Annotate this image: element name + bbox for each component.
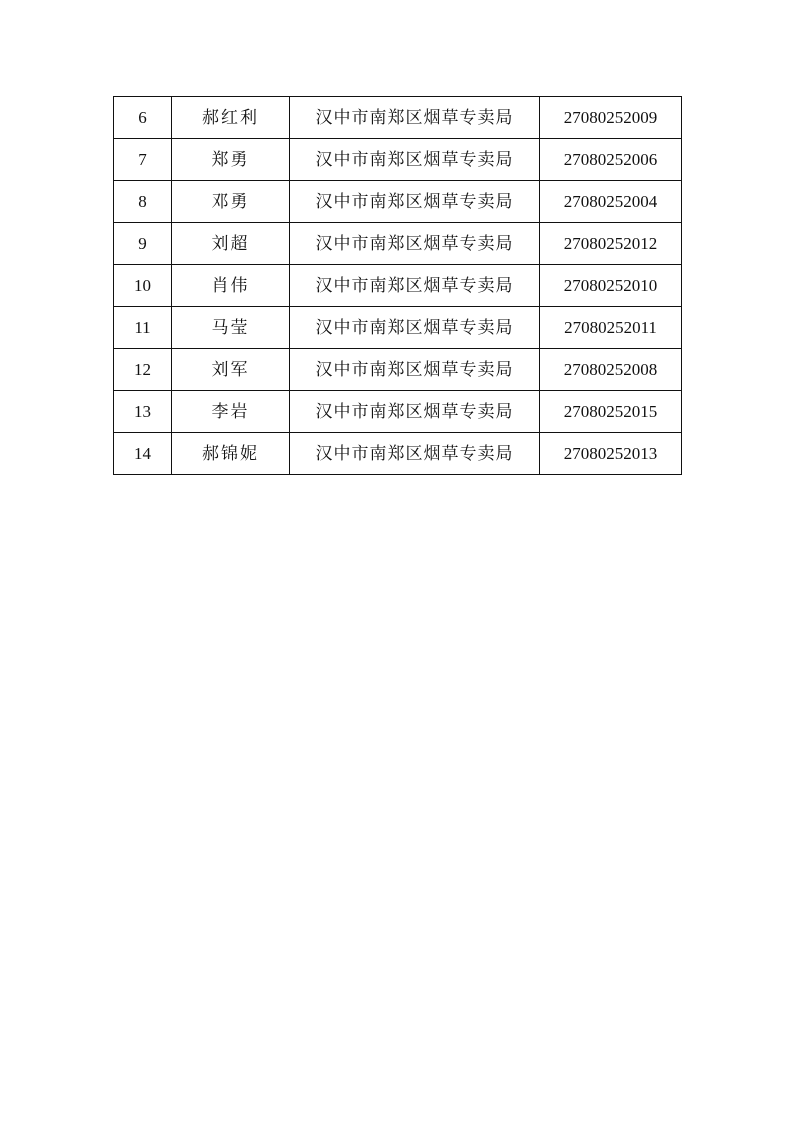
- row-number: 14: [114, 433, 172, 475]
- exam-id: 27080252009: [540, 97, 682, 139]
- person-name: 郑勇: [172, 139, 290, 181]
- table-row: [114, 223, 682, 265]
- exam-id: 27080252011: [540, 307, 682, 349]
- work-unit: 汉中市南郑区烟草专卖局: [290, 265, 540, 307]
- exam-id: 27080252004: [540, 181, 682, 223]
- exam-id: 27080252015: [540, 391, 682, 433]
- work-unit: 汉中市南郑区烟草专卖局: [290, 139, 540, 181]
- table-row: [114, 97, 682, 139]
- row-number: 9: [114, 223, 172, 265]
- work-unit: 汉中市南郑区烟草专卖局: [290, 97, 540, 139]
- roster-table: [113, 96, 682, 475]
- table-row: [114, 139, 682, 181]
- row-number: 13: [114, 391, 172, 433]
- table-row: [114, 265, 682, 307]
- table-row: [114, 349, 682, 391]
- row-number: 11: [114, 307, 172, 349]
- work-unit: 汉中市南郑区烟草专卖局: [290, 349, 540, 391]
- row-number: 7: [114, 139, 172, 181]
- row-number: 10: [114, 265, 172, 307]
- table-row: [114, 181, 682, 223]
- work-unit: 汉中市南郑区烟草专卖局: [290, 433, 540, 475]
- table-row: [114, 391, 682, 433]
- person-name: 郝红利: [172, 97, 290, 139]
- person-name: 肖伟: [172, 265, 290, 307]
- exam-id: 27080252010: [540, 265, 682, 307]
- work-unit: 汉中市南郑区烟草专卖局: [290, 223, 540, 265]
- person-name: 邓勇: [172, 181, 290, 223]
- work-unit: 汉中市南郑区烟草专卖局: [290, 307, 540, 349]
- person-name: 郝锦妮: [172, 433, 290, 475]
- exam-id: 27080252013: [540, 433, 682, 475]
- person-name: 马莹: [172, 307, 290, 349]
- person-name: 李岩: [172, 391, 290, 433]
- exam-id: 27080252006: [540, 139, 682, 181]
- exam-id: 27080252012: [540, 223, 682, 265]
- person-name: 刘超: [172, 223, 290, 265]
- table-row: [114, 433, 682, 475]
- row-number: 6: [114, 97, 172, 139]
- row-number: 8: [114, 181, 172, 223]
- work-unit: 汉中市南郑区烟草专卖局: [290, 181, 540, 223]
- exam-id: 27080252008: [540, 349, 682, 391]
- work-unit: 汉中市南郑区烟草专卖局: [290, 391, 540, 433]
- table-row: [114, 307, 682, 349]
- row-number: 12: [114, 349, 172, 391]
- person-name: 刘军: [172, 349, 290, 391]
